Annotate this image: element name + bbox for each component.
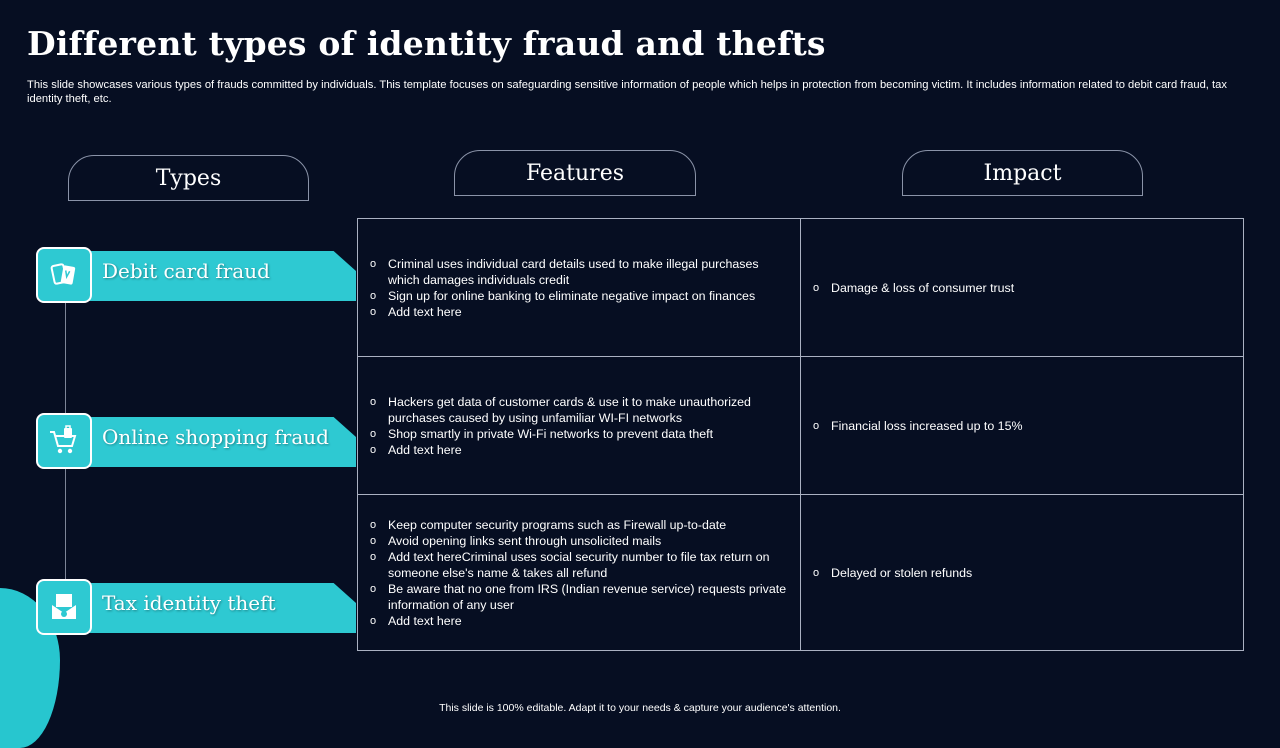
- list-item: o Hackers get data of customer cards & use it to make unauthorized purchases caused by using unfamiliar WI-FI networks: [388, 394, 790, 426]
- list-item: o Add text here: [388, 304, 790, 320]
- list-item: o Keep computer security programs such as Firewall up-to-date: [388, 517, 790, 533]
- type-label: Tax identity theft: [102, 591, 276, 615]
- tax-envelope-icon: [36, 579, 92, 635]
- table-row: [358, 357, 1244, 495]
- features-cell: [358, 357, 801, 495]
- impact-cell: [801, 495, 1244, 651]
- list-item: o Sign up for online banking to eliminate negative impact on finances: [388, 288, 790, 304]
- impact-list: [811, 418, 1233, 434]
- list-item: o Add text hereCriminal uses social security number to file tax return on someone else's name & takes all refund: [388, 549, 790, 581]
- list-item: o Delayed or stolen refunds: [831, 565, 1233, 581]
- list-item: o Be aware that no one from IRS (Indian revenue service) requests private information of any user: [388, 581, 790, 613]
- type-row-online-shopping-fraud: [36, 413, 356, 471]
- features-cell: [358, 495, 801, 651]
- list-item: o Financial loss increased up to 15%: [831, 418, 1233, 434]
- type-label: Debit card fraud: [102, 259, 270, 283]
- features-list: [368, 256, 790, 320]
- types-header: Types: [68, 155, 309, 201]
- type-row-debit-card-fraud: [36, 247, 356, 305]
- impact-list: [811, 565, 1233, 581]
- list-item: o Criminal uses individual card details used to make illegal purchases which damages individuals credit: [388, 256, 790, 288]
- features-header: Features: [454, 150, 696, 196]
- features-cell: [358, 219, 801, 357]
- list-item: o Add text here: [388, 442, 790, 458]
- features-list: [368, 394, 790, 458]
- list-item: o Avoid opening links sent through unsolicited mails: [388, 533, 790, 549]
- footer-note: This slide is 100% editable. Adapt it to your needs & capture your audience's attention.: [439, 702, 841, 714]
- type-label: Online shopping fraud: [102, 425, 329, 449]
- slide-title: Different types of identity fraud and thefts: [27, 24, 826, 63]
- list-item: o Damage & loss of consumer trust: [831, 280, 1233, 296]
- fraud-table: [357, 218, 1244, 651]
- type-row-tax-identity-theft: [36, 579, 356, 637]
- features-list: [368, 517, 790, 629]
- impact-list: [811, 280, 1233, 296]
- table-row: [358, 495, 1244, 651]
- slide-subtitle: This slide showcases various types of frauds committed by individuals. This template focuses on safeguarding sensitive information of people which helps in protection from becoming victim. It includes information related to debit card fraud, tax identity theft, etc.: [27, 79, 1227, 105]
- impact-cell: [801, 357, 1244, 495]
- table-row: [358, 219, 1244, 357]
- impact-cell: [801, 219, 1244, 357]
- shopping-cart-icon: [36, 413, 92, 469]
- list-item: o Shop smartly in private Wi-Fi networks to prevent data theft: [388, 426, 790, 442]
- list-item: o Add text here: [388, 613, 790, 629]
- impact-header: Impact: [902, 150, 1143, 196]
- cards-icon: [36, 247, 92, 303]
